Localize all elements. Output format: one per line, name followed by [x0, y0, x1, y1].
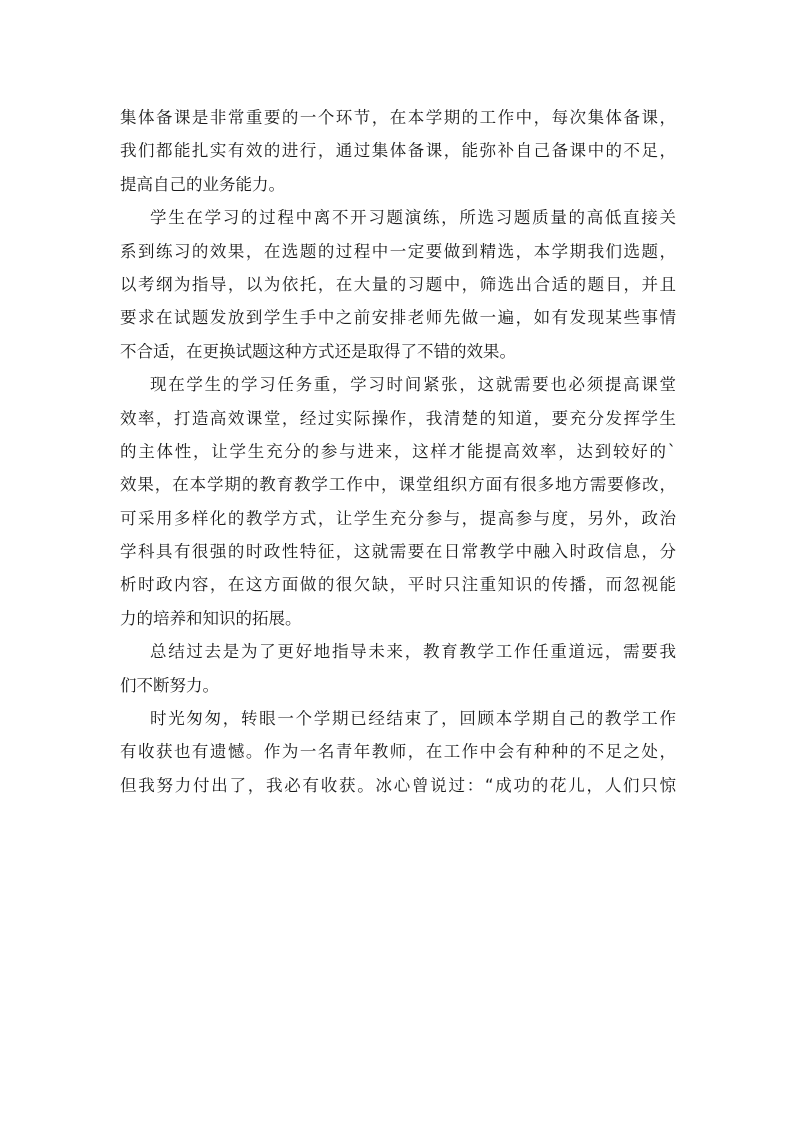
text-line: 学生在学习的过程中离不开习题演练，所选习题质量的高低直接关 [150, 208, 676, 228]
text-line: 现在学生的学习任务重，学习时间紧张，这就需要也必须提高课堂 [150, 375, 676, 395]
paragraph-3 [120, 368, 676, 635]
text-line: 要求在试题发放到学生手中之前安排老师先做一遍，如有发现某些事情 [120, 308, 676, 328]
text-line: 系到练习的效果，在选题的过程中一定要做到精选，本学期我们选题， [120, 241, 676, 261]
paragraph-4 [120, 635, 676, 702]
text-line: 时光匆匆，转眼一个学期已经结束了，回顾本学期自己的教学工作 [150, 709, 676, 729]
text-line: 以考纲为指导，以为依托，在大量的习题中，筛选出合适的题目，并且 [120, 274, 676, 294]
text-line: 有收获也有遗憾。作为一名青年教师，在工作中会有种种的不足之处， [120, 742, 676, 762]
text-line: 力的培养和知识的拓展。 [120, 608, 302, 628]
paragraph-5 [120, 702, 676, 802]
text-line: 可采用多样化的教学方式，让学生充分参与，提高参与度，另外，政治 [120, 508, 676, 528]
paragraph-2 [120, 201, 676, 368]
text-line: 的主体性，让学生充分的参与进来，这样才能提高效率，达到较好的` [120, 441, 676, 461]
text-line: 我们都能扎实有效的进行，通过集体备课，能弥补自己备课中的不足， [120, 141, 676, 161]
text-line: 但我努力付出了，我必有收获。冰心曾说过：“成功的花儿，人们只惊 [120, 775, 676, 795]
text-line: 提高自己的业务能力。 [120, 174, 285, 194]
text-line: 效率，打造高效课堂，经过实际操作，我清楚的知道，要充分发挥学生 [120, 408, 676, 428]
text-line: 析时政内容，在这方面做的很欠缺，平时只注重知识的传播，而忽视能 [120, 575, 676, 595]
document-page [120, 101, 676, 802]
text-line: 学科具有很强的时政性特征，这就需要在日常教学中融入时政信息，分 [120, 542, 676, 562]
text-line: 不合适，在更换试题这种方式还是取得了不错的效果。 [120, 341, 516, 361]
text-line: 总结过去是为了更好地指导未来，教育教学工作任重道远，需要我 [150, 642, 676, 662]
text-line: 集体备课是非常重要的一个环节，在本学期的工作中，每次集体备课， [120, 108, 676, 127]
text-line: 效果，在本学期的教育教学工作中，课堂组织方面有很多地方需要修改， [120, 475, 676, 495]
text-line: 们不断努力。 [120, 675, 219, 695]
paragraph-1 [120, 101, 676, 201]
